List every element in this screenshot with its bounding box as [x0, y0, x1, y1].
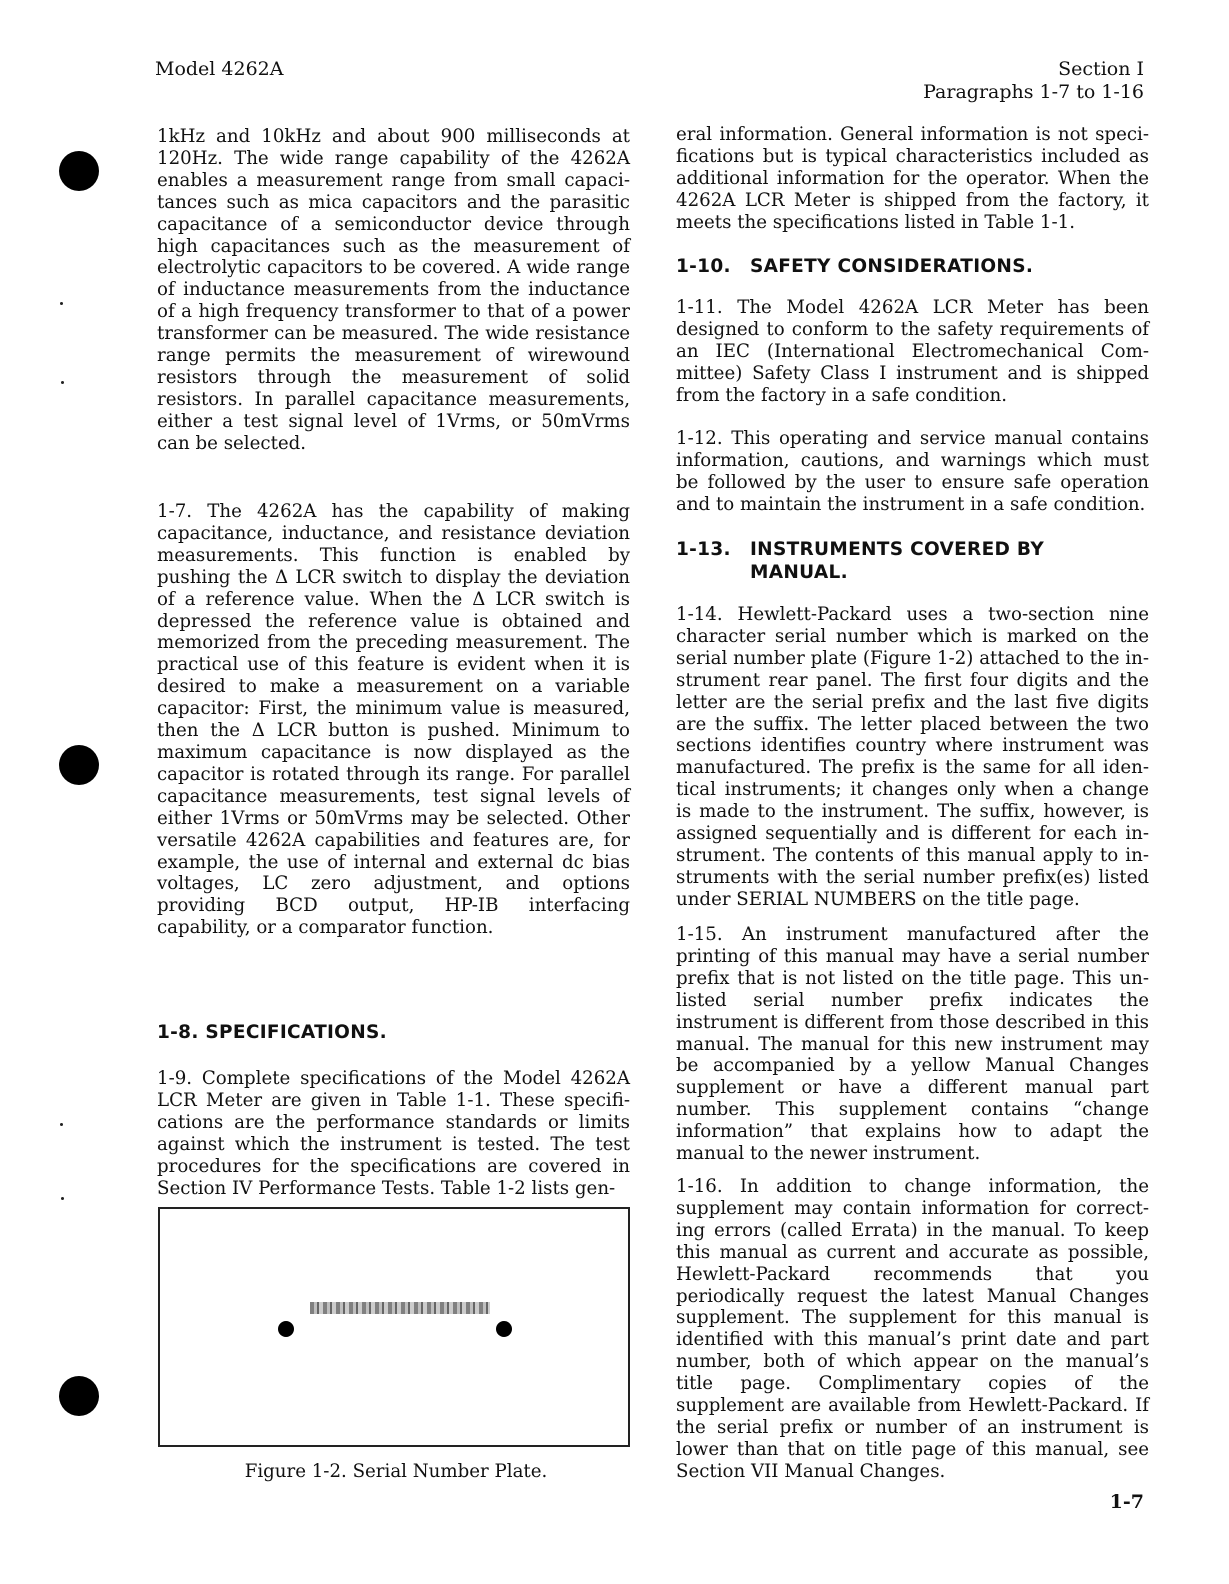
paragraph-1-16: 1-16. In addition to change information, the supplement may contain information for correcting errors (called Errata) in the manual. To keep this manual as current and accurate as possible, Hewlett-Packard recommends that you periodically request the latest Manual Changes supplement. The supplement for this manual is identified with this manual’s print date and part number, both of which appear on the manual’s title page. Complimentary copies of the supplement are available from Hewlett-Packard. If the serial prefix or number of an instrument is lower than that on title page of this manual, see Section VII Manual Changes. [676, 1176, 1149, 1482]
header-section-line1: Section I [1058, 58, 1144, 80]
header-section-line2: Paragraphs 1-7 to 1-16 [923, 81, 1144, 103]
heading-number: 1-13. [676, 539, 731, 560]
heading-title: SPECIFICATIONS. [205, 1022, 387, 1043]
punch-hole-top [59, 151, 99, 191]
paragraph-1-16-block [676, 1176, 1149, 1483]
plate-screw-left [278, 1321, 294, 1337]
paragraph-1-15-block [676, 924, 1149, 1165]
paragraph-continuation-right: eral information. General information is not specifications but is typical characteristics included as additional information for the operator. When the 4262A LCR Meter is shipped from the factory, it meets the specifications listed in Table 1-1. [676, 124, 1149, 233]
paragraph-1-15: 1-15. An instrument manufactured after the printing of this manual may have a serial number prefix that is not listed on the title page. This unlisted serial number prefix indicates the instrument is different from those described in this manual. The manual for this new instrument may be accompanied by a yellow Manual Changes supplement or have a different manual part number. This supplement contains “change information” that explains how to adapt the manual to the newer instrument. [676, 924, 1149, 1165]
paragraph-1-14-block [676, 604, 1149, 911]
paragraph-1-9: 1-9. Complete specifications of the Model 4262A LCR Meter are given in Table 1-1. These specifications are the performance standards or limits against which the instrument is tested. The test procedures for the specifications are covered in Section IV Performance Tests. Table 1-2 lists gen- [157, 1068, 630, 1199]
paragraph-1-12-block [676, 428, 1149, 516]
heading-title-line2: MANUAL. [750, 562, 848, 583]
left-column-continuation [157, 126, 630, 455]
header-section [923, 58, 1144, 104]
paragraph-1-7-block [157, 501, 630, 939]
paragraph-1-12: 1-12. This operating and service manual contains information, cautions, and warnings which must be followed by the user to ensure safe operation and to maintain the instrument in a safe condition. [676, 428, 1149, 515]
header-model: Model 4262A [155, 58, 284, 80]
serial-number-plate-figure [158, 1207, 630, 1447]
heading-number: 1-8. [157, 1022, 199, 1043]
speck [61, 381, 64, 384]
paragraph-1-14: 1-14. Hewlett-Packard uses a two-section nine character serial number which is marked on the serial number plate (Figure 1-2) attached to the instrument rear panel. The first four digits and the letter are the serial prefix and the last five digits are the suffix. The letter placed between the two sections identifies country where instrument was manufactured. The prefix is the same for all identical instruments; it changes only when a change is made to the instrument. The suffix, however, is assigned sequentially and is different for each instrument. The contents of this manual apply to instruments with the serial number prefix(es) listed under SERIAL NUMBERS on the title page. [676, 604, 1149, 910]
paragraph-1-11-block [676, 297, 1149, 407]
speck [60, 302, 63, 305]
figure-caption: Figure 1-2. Serial Number Plate. [244, 1461, 548, 1482]
page-number: 1-7 [1109, 1491, 1144, 1513]
punch-hole-middle [59, 745, 99, 785]
paragraph-1-9-block [157, 1068, 630, 1199]
heading-specifications [157, 1021, 387, 1044]
punch-hole-bottom [59, 1376, 99, 1416]
heading-number: 1-10. [676, 256, 731, 277]
serial-plate-image [310, 1302, 490, 1314]
speck [61, 1197, 64, 1200]
plate-screw-right [496, 1321, 512, 1337]
paragraph-1-11: 1-11. The Model 4262A LCR Meter has been designed to conform to the safety requirements of an IEC (International Electromechanical Committee) Safety Class I instrument and is shipped from the factory in a safe condition. [676, 297, 1149, 406]
heading-instruments-covered [676, 538, 1044, 584]
paragraph-1-7: 1-7. The 4262A has the capability of making capacitance, inductance, and resistance deviation measurements. This function is enabled by pushing the Δ LCR switch to display the deviation of a reference value. When the Δ LCR switch is depressed the reference value is obtained and memorized from the preceding measurement. The practical use of this feature is evident when it is desired to make a measurement on a variable capacitor: First, the minimum value is measured, then the Δ LCR button is pushed. Minimum to maximum capacitance is now displayed as the capacitor is rotated through its range. For parallel capacitance measurements, test signal levels of either 1Vrms or 50mVrms may be selected. Other versatile 4262A capabilities and features are, for example, the use of internal and external dc bias voltages, LC zero adjustment, and options providing BCD output, HP-IB interfacing capability, or a comparator function. [157, 501, 630, 939]
paragraph-continuation: 1kHz and 10kHz and about 900 milliseconds at 120Hz. The wide range capability of the 4262A enables a measurement range from small capacitances such as mica capacitors and the parasitic capacitance of a semiconductor device through high capacitances such as the measurement of electrolytic capacitors to be covered. A wide range of inductance measurements from the inductance of a high frequency transformer to that of a power transformer can be measured. The wide resistance range permits the measurement of wirewound resistors through the measurement of solid resistors. In parallel capacitance measurements, either a test signal level of 1Vrms, or 50mVrms can be selected. [157, 126, 630, 454]
right-column-continuation [676, 124, 1149, 234]
heading-title-line1: INSTRUMENTS COVERED BY [750, 539, 1045, 560]
heading-title: SAFETY CONSIDERATIONS. [750, 256, 1034, 277]
speck [60, 1123, 63, 1126]
heading-safety [676, 255, 1033, 278]
